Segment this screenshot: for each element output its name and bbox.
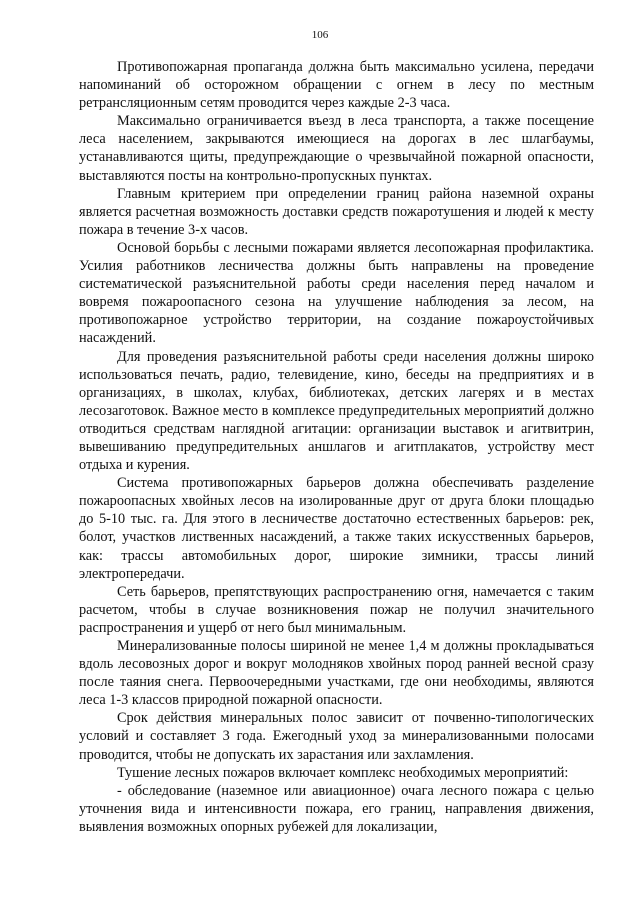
page-number: 106 [311,29,329,41]
paragraph: Минерализованные полосы шириной не менее 1,4 м должны прокладываться вдоль лесовозных дорог и вокруг молодняков хвойных пород ранней весной сразу после таяния снега. Первоочередными участками, где они необходимы, являются леса 1-3 классов природной пожарной опасности. [79,638,594,709]
paragraph: Срок действия минеральных полос зависит от почвенно-типологических условий и составляет 3 года. Ежегодный уход за минерализованными полосами проводится, чтобы не допускать их зарастания или захламления. [79,710,594,763]
paragraph: Максимально ограничивается въезд в леса транспорта, а также посещение леса населением, закрываются имеющиеся на дорогах в лес шлагбаумы, устанавливаются щиты, предупреждающие о чрезвычайной пожарной опасности, выставляются посты на контрольно-пропускных пунктах. [79,113,594,184]
body-text [79,58,594,836]
list-item: - обследование (наземное или авиационное) очага лесного пожара с целью уточнения вида и интенсивности пожара, его границ, направления движения, выявления возможных опорных рубежей для локализации, [79,782,594,835]
paragraph: Основой борьбы с лесными пожарами является лесопожарная профилактика. Усилия работников лесничества должны быть направлены на проведение систематической разъяснительной работы среди населения перед началом и вовремя пожароопасного сезона на улучшение наблюдения за лесом, на противопожарное устройство территории, на создание пожароустойчивых насаждений. [79,239,594,347]
paragraph: Система противопожарных барьеров должна обеспечивать разделение пожароопасных хвойных лесов на изолированные друг от друга блоки площадью до 5-10 тыс. га. Для этого в лесничестве достаточно естественных барьеров: рек, болот, участков лиственных насаждений, а также таких искусственных барьеров, как: трассы автомобильных дорог, широкие зимники, трассы линий электропередачи. [79,475,594,582]
paragraph: Для проведения разъяснительной работы среди населения должны широко использоваться печать, радио, телевидение, кино, беседы на предприятиях и в организациях, в школах, клубах, библиотеках, детских лагерях и в местах лесозаготовок. Важное место в комплексе предупредительных мероприятий должно отводиться средствам наглядной агитации: организации выставок и агитвитрин, вывешиванию предупредительных аншлагов и агитплакатов, устройству мест отдыха и курения. [79,348,594,474]
paragraph: Сеть барьеров, препятствующих распространению огня, намечается с таким расчетом, чтобы в случае возникновения пожар не получил значительного распространения и ущерб от него был минимальным. [79,583,594,636]
paragraph: Противопожарная пропаганда должна быть максимально усилена, передачи напоминаний об осторожном обращении с огнем в лесу по местным ретрансляционным сетям проводится через каждые 2-3 часа. [79,59,594,112]
paragraph: Тушение лесных пожаров включает комплекс необходимых мероприятий: [117,764,569,781]
paragraph: Главным критерием при определении границ района наземной охраны является расчетная возможность доставки средств пожаротушения и людей к месту пожара в течение 3-х часов. [79,185,594,238]
